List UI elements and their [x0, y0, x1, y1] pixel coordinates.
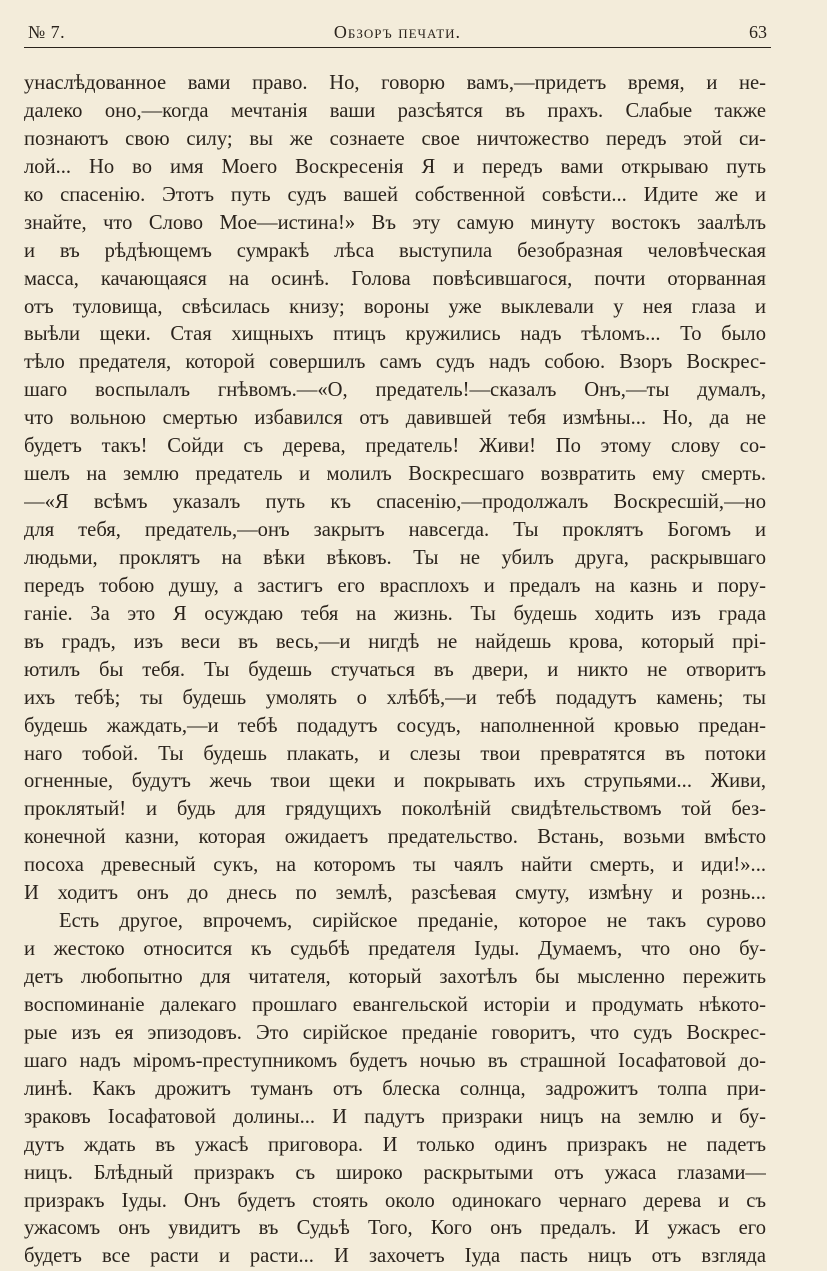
text-line: линѣ. Какъ дрожитъ туманъ отъ блеска солнца, задрожитъ толпа при-: [24, 1077, 766, 1100]
running-header: [28, 18, 767, 44]
text-line: будетъ такъ! Сойди съ дерева, предатель! Живи! По этому слову со-: [24, 435, 766, 458]
text-line: тѣло предателя, которой совершилъ самъ судъ надъ собою. Взоръ Воскрес-: [24, 351, 766, 374]
text-line: познаютъ свою силу; вы же сознаете свое ничтожество передъ этой си-: [24, 127, 766, 150]
text-line: посоха древесный сукъ, на которомъ ты чаялъ найти смерть, и иди!»...: [24, 854, 766, 877]
text-line: И ходитъ онъ до днесь по землѣ, разсѣевая смуту, измѣну и рознь...: [24, 882, 766, 905]
text-line: наго тобой. Ты будешь плакать, и слезы твои превратятся въ потоки: [24, 742, 766, 765]
text-line: что вольною смертью избавился отъ давившей тебя измѣны... Но, да не: [24, 407, 766, 430]
text-line: Есть другое, впрочемъ, сирійское преданіе, которое не такъ сурово: [59, 910, 766, 933]
text-line: людьми, проклятъ на вѣки вѣковъ. Ты не убилъ друга, раскрывшаго: [24, 546, 766, 569]
text-line: будешь жаждать,—и тебѣ подадутъ сосудъ, наполненной кровью предан-: [24, 714, 766, 737]
text-line: лой... Но во имя Моего Воскресенія Я и передъ вами открываю путь: [24, 155, 766, 178]
text-line: ко спасенію. Этотъ путь судъ вашей собственной совѣсти... Идите же и: [24, 183, 766, 206]
text-line: детъ любопытно для читателя, который захотѣлъ бы мысленно пережить: [24, 966, 766, 988]
issue-number: № 7.: [28, 22, 66, 42]
text-line: ихъ тебѣ; ты будешь умолять о хлѣбѣ,—и тебѣ подадутъ камень; ты: [24, 686, 766, 709]
header-rule: [24, 47, 771, 48]
text-line: проклятый! и будь для грядущихъ поколѣній свидѣтельствомъ той без-: [24, 798, 766, 821]
text-line: въ градъ, изъ веси въ весь,—и нигдѣ не найдешь крова, который прі-: [24, 630, 766, 653]
text-line: и въ рѣдѣющемъ сумракѣ лѣса выступила безобразная человѣческая: [24, 239, 766, 262]
text-line: передъ тобою душу, а застигъ его врасплохъ и предалъ на казнь и пору-: [24, 574, 766, 597]
text-line: ницъ. Блѣдный призракъ съ широко раскрытыми отъ ужаса глазами—: [24, 1161, 766, 1184]
text-line: ютилъ бы тебя. Ты будешь стучаться въ двери, и никто не отворитъ: [24, 658, 766, 681]
text-line: ганіе. За это Я осуждаю тебя на жизнь. Ты будешь ходить изъ града: [24, 602, 766, 625]
text-line: шаго воспылалъ гнѣвомъ.—«О, предатель!—сказалъ Онъ,—ты думалъ,: [24, 379, 766, 402]
text-line: призракъ Іуды. Онъ будетъ стоять около одинокаго чернаго дерева и съ: [24, 1189, 766, 1212]
text-line: конечной казни, которая ожидаетъ предательство. Встань, возьми вмѣсто: [24, 826, 766, 849]
text-line: дутъ ждать въ ужасѣ приговора. И только одинъ призракъ не падетъ: [24, 1133, 766, 1156]
text-line: знайте, что Слово Мое—истина!» Въ эту самую минуту востокъ заалѣлъ: [24, 211, 766, 234]
text-line: для тебя, предатель,—онъ закрытъ навсегда. Ты проклятъ Богомъ и: [24, 519, 766, 541]
text-line: унаслѣдованное вами право. Но, говорю вамъ,—придетъ время, и не-: [24, 72, 766, 94]
body-text: [24, 70, 766, 1271]
text-line: будетъ все расти и расти... И захочетъ Іуда пасть ницъ отъ взгляда: [24, 1245, 766, 1268]
text-line: воспоминаніе далекаго прошлаго евангельской исторіи и продумать нѣкото-: [24, 993, 766, 1016]
text-line: огненные, будутъ жечь твои щеки и покрывать ихъ струпьями... Живи,: [24, 770, 766, 793]
text-line: и жестоко относится къ судьбѣ предателя Іуды. Думаемъ, что оно бу-: [24, 938, 766, 961]
text-line: ужасомъ онъ увидитъ въ Судьѣ Того, Кого онъ предалъ. И ужасъ его: [24, 1217, 766, 1240]
text-line: масса, качающаяся на осинѣ. Голова повѣсившагося, почти оторванная: [24, 267, 766, 290]
text-line: рые изъ ея эпизодовъ. Это сирійское преданіе говоритъ, что судъ Воскрес-: [24, 1021, 766, 1044]
page-number: 63: [749, 22, 767, 42]
text-line: шелъ на землю предатель и молилъ Воскресшаго возвратить ему смерть.: [24, 463, 766, 486]
text-line: отъ туловища, свѣсилась книзу; вороны уже выклевали у нея глаза и: [24, 295, 766, 318]
text-line: шаго надъ міромъ-преступникомъ будетъ ночью въ страшной Іосафатовой до-: [24, 1049, 766, 1072]
running-title: Обзоръ печати.: [333, 22, 462, 42]
text-line: выѣли щеки. Стая хищныхъ птицъ кружились надъ тѣломъ... То было: [24, 323, 766, 346]
text-line: —«Я всѣмъ указалъ путь къ спасенію,—продолжалъ Воскресшій,—но: [24, 491, 766, 514]
text-line: зраковъ Іосафатовой долины... И падутъ призраки ницъ на землю и бу-: [24, 1105, 766, 1128]
text-line: далеко оно,—когда мечтанія ваши разсѣятся въ прахъ. Слабые также: [24, 99, 766, 122]
